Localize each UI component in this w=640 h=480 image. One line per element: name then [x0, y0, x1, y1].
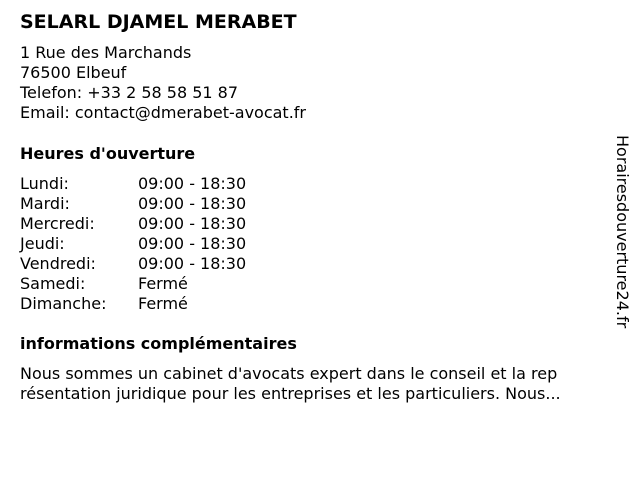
day-label: Lundi:	[20, 174, 69, 193]
description-line: Nous sommes un cabinet d'avocats expert dans le conseil et la rep	[20, 364, 558, 383]
hours-value: 09:00 - 18:30	[138, 174, 247, 193]
description-line: résentation juridique pour les entreprises et les particuliers. Nous...	[20, 384, 561, 403]
address-block	[20, 43, 306, 123]
day-label: Mardi:	[20, 194, 70, 213]
street-address: 1 Rue des Marchands	[20, 43, 192, 62]
day-label: Vendredi:	[20, 254, 96, 273]
hours-value: 09:00 - 18:30	[138, 214, 247, 233]
hours-value: 09:00 - 18:30	[138, 234, 247, 253]
opening-hours-heading: Heures d'ouverture	[20, 144, 196, 163]
phone-number: Telefon: +33 2 58 58 51 87	[20, 83, 239, 102]
city-postal: 76500 Elbeuf	[20, 63, 127, 82]
hours-value: Fermé	[138, 294, 188, 313]
email-address: Email: contact@dmerabet-avocat.fr	[20, 103, 306, 122]
day-label: Mercredi:	[20, 214, 95, 233]
additional-info-heading: informations complémentaires	[20, 334, 297, 353]
hours-value: 09:00 - 18:30	[138, 194, 247, 213]
day-label: Jeudi:	[20, 234, 65, 253]
business-description	[20, 364, 610, 404]
hours-value: Fermé	[138, 274, 188, 293]
day-label: Dimanche:	[20, 294, 107, 313]
site-watermark: Horairesdouverture24.fr	[613, 135, 632, 329]
hours-value: 09:00 - 18:30	[138, 254, 247, 273]
day-label: Samedi:	[20, 274, 86, 293]
business-name: SELARL DJAMEL MERABET	[20, 11, 297, 33]
